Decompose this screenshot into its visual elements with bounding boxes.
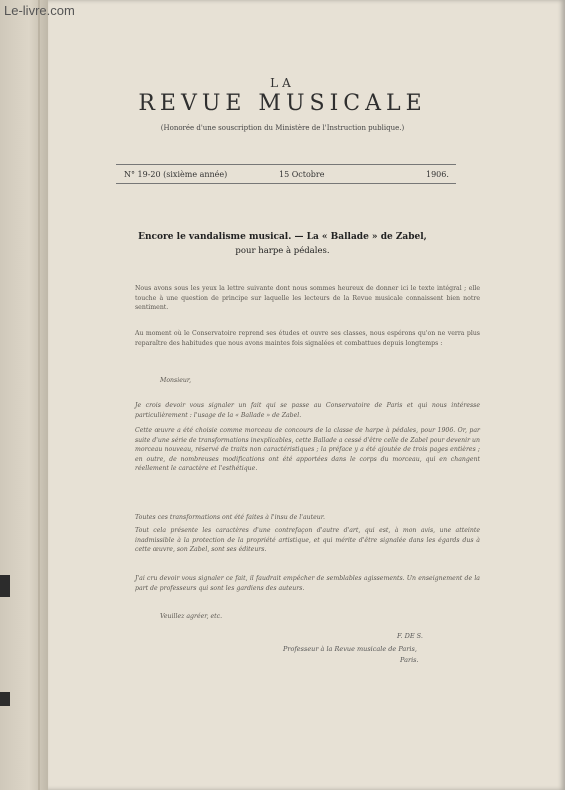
margin-mark xyxy=(0,692,10,706)
masthead-subtitle: (Honorée d'une souscription du Ministère de l'Instruction publique.) xyxy=(160,124,405,132)
article-title: Encore le vandalisme musical. — La « Ballade » de Zabel, xyxy=(138,232,427,242)
article-subtitle: pour harpe à pédales. xyxy=(235,246,330,256)
masthead-la: LA xyxy=(270,76,295,90)
paragraph: Au moment où le Conservatoire reprend ses études et ouvre ses classes, nous espérons qu'on ne verra plus reparaître des habitudes que nous avons maintes fois signalées et combattues depuis longtemps : xyxy=(135,330,480,347)
paragraph: Tout cela présente les caractères d'une contrefaçon d'autre d'art, qui est, à mon avis, une atteinte inadmissible à la protection de la propriété artistique, et qui mérite d'être signalée dans les égards dus à cette œuvre, son Zabel, sont ses éditeurs. xyxy=(135,527,480,554)
salutation: Monsieur, xyxy=(160,377,192,384)
issue-number: N° 19-20 (sixième année) xyxy=(124,170,228,179)
signature-city: Paris. xyxy=(400,656,419,664)
page-edge xyxy=(38,0,40,790)
signature-title: Professeur à la Revue musicale de Paris, xyxy=(283,645,417,653)
paragraph: Cette œuvre a été choisie comme morceau de concours de la classe de harpe à pédales, pour 1906. Or, par suite d'une série de transformations inexplicables, cette Ballade a cessé d'être celle de Zabel pour devenir un morceau nouveau, réservé de traits non caractéristiques ; la préface y a été ajoutée de trois pages entières ; en outre, de nombreuses modifications ont été apportées dans le corps du morceau, qui en changent réellement le caractère et l'esthétique. xyxy=(135,427,480,473)
margin-mark xyxy=(0,575,10,597)
issue-date: 15 Octobre xyxy=(279,170,325,179)
header-rule-bottom xyxy=(116,183,456,184)
binding-margin xyxy=(0,0,48,790)
watermark: Le-livre.com xyxy=(4,3,75,18)
paragraph: Je crois devoir vous signaler un fait qui se passe au Conservatoire de Paris et qui nous intéresse particulièrement : l'usage de la « Ballade » de Zabel. xyxy=(135,402,480,419)
document-page xyxy=(48,0,565,790)
issue-year: 1906. xyxy=(426,170,449,179)
paragraph: J'ai cru devoir vous signaler ce fait, il faudrait empêcher de semblables agissements. Un enseignement de la part de professeurs qui sont les gardiens des auteurs. xyxy=(135,575,480,592)
closing: Veuillez agréer, etc. xyxy=(160,613,223,620)
masthead-title: REVUE MUSICALE xyxy=(138,91,427,116)
signature-name: F. DE S. xyxy=(397,632,423,640)
header-rule-top xyxy=(116,164,456,165)
paragraph: Nous avons sous les yeux la lettre suivante dont nous sommes heureux de donner ici le texte intégral ; elle touche à une question de principe sur laquelle les lecteurs de la Revue musicale connaissent bien notre sentiment. xyxy=(135,285,480,312)
paragraph: Toutes ces transformations ont été faites à l'insu de l'auteur. xyxy=(135,514,325,521)
